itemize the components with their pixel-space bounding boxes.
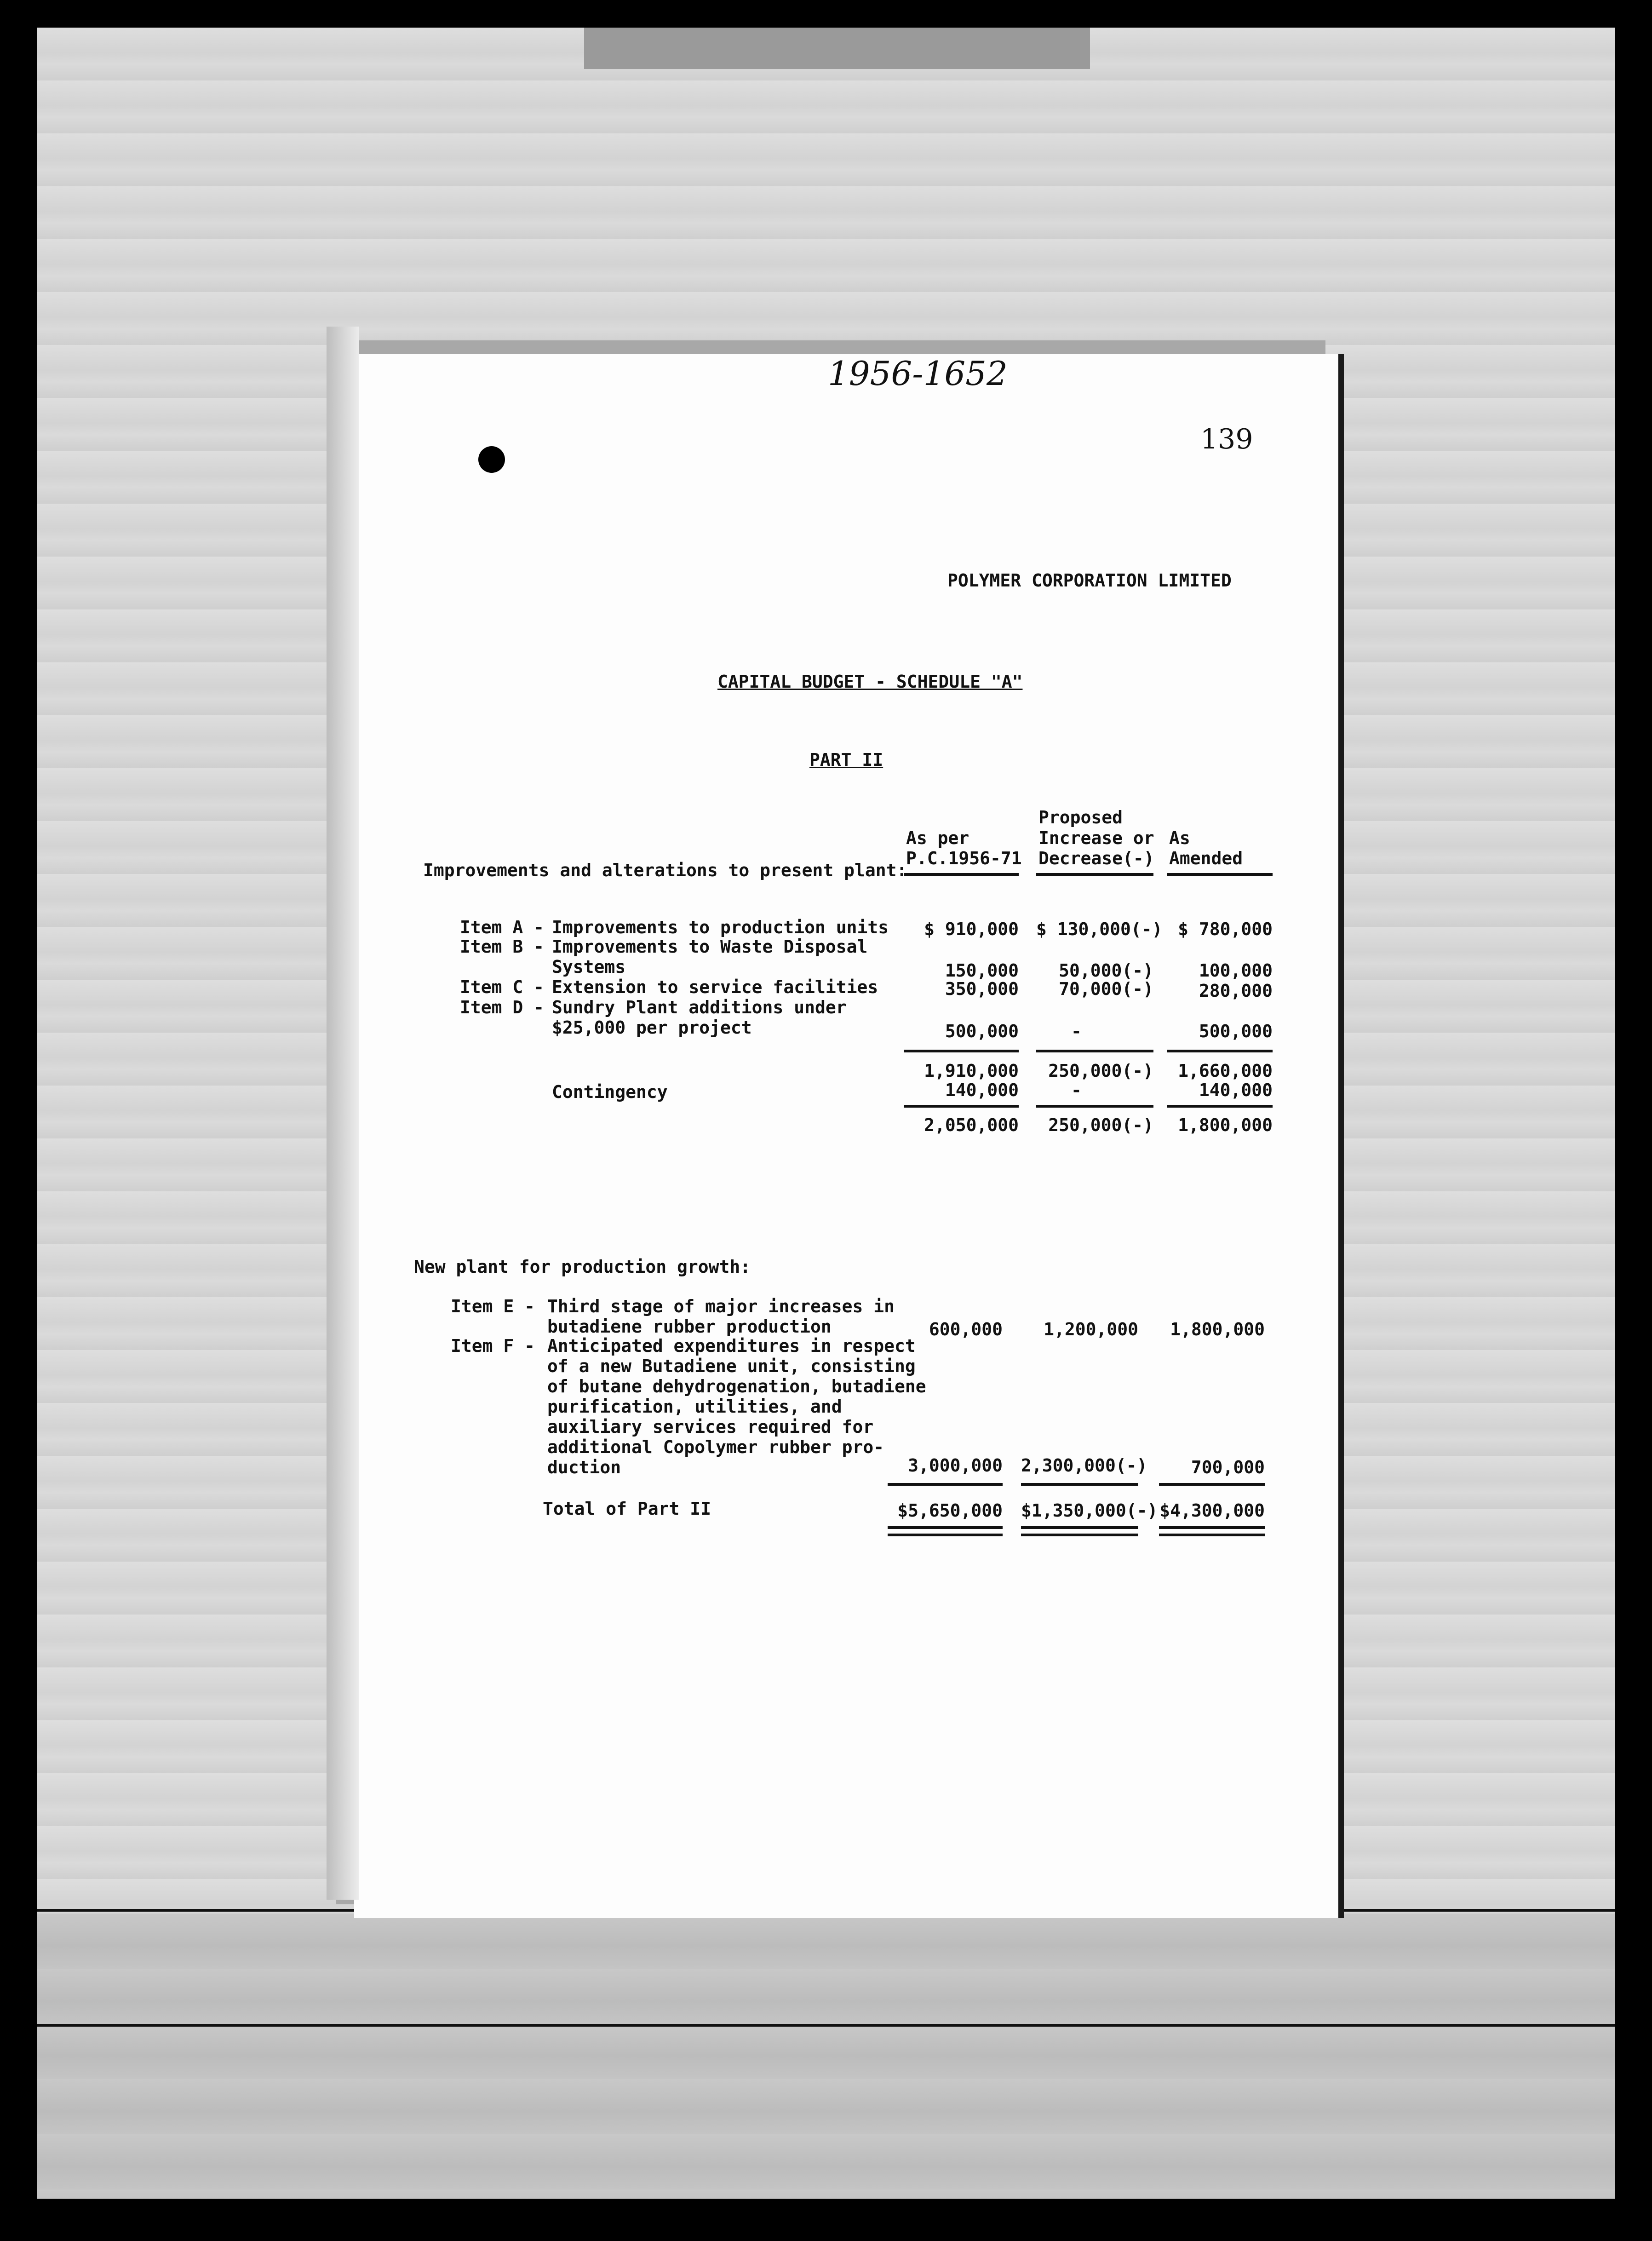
item-c-change: 70,000(-) [1059,979,1153,999]
part-total-change: $1,350,000(-) [1021,1500,1158,1521]
double-rule [888,1526,1003,1529]
part-total-label: Total of Part II [543,1499,711,1519]
item-d-text: $25,000 per project [552,1017,752,1038]
section1-total-amended: 1,800,000 [1178,1115,1273,1135]
item-e-as-per: 600,000 [929,1319,1003,1339]
item-f-text: purification, utilities, and [547,1396,842,1417]
contingency-as-per: 140,000 [945,1080,1019,1100]
item-c-text: Extension to service facilities [552,977,878,997]
subtotal-amended: 1,660,000 [1178,1061,1273,1081]
item-a-as-per: $ 910,000 [924,919,1019,939]
item-e-text: butadiene rubber production [547,1316,832,1337]
item-c-amended: 280,000 [1199,981,1273,1001]
col3-header-line: Amended [1169,848,1243,868]
col1-header-line: As per [906,828,969,848]
col1-header-line: P.C.1956-71 [906,848,1022,868]
section1-heading: Improvements and alterations to present plant: [423,860,907,880]
contingency-amended: 140,000 [1199,1080,1273,1100]
page-number: 139 [1200,423,1253,455]
scan-lower-area [37,1913,1615,2199]
col1-header-rule [904,873,1019,876]
item-c-label: Item C - [460,977,545,997]
col3-header-rule [1167,873,1273,876]
item-d-label: Item D - [460,997,545,1017]
col2-header-line: Proposed [1038,807,1123,827]
item-f-label: Item F - [451,1336,535,1356]
col3-header-line: As [1169,828,1190,848]
part-total-rule [888,1483,1003,1486]
part-heading: PART II [809,750,883,770]
item-d-amended: 500,000 [1199,1021,1273,1041]
subtotal-as-per: 1,910,000 [924,1061,1019,1081]
section1-total-change: 250,000(-) [1048,1115,1153,1135]
col2-header-line: Decrease(-) [1038,848,1154,868]
part-total-amended: $4,300,000 [1159,1500,1265,1521]
item-a-text: Improvements to production units [552,917,889,937]
subtotal-rule [904,1050,1019,1052]
scan-rule [37,2024,1615,2027]
section1-total-rule [1167,1105,1273,1108]
contingency-label: Contingency [552,1082,668,1102]
item-c-as-per: 350,000 [945,979,1019,999]
double-rule [888,1534,1003,1536]
document-title: CAPITAL BUDGET - SCHEDULE "A" [717,672,1023,692]
document-page [354,354,1344,1918]
double-rule [1159,1526,1265,1529]
item-b-text: Improvements to Waste Disposal [552,937,868,957]
handwritten-reference: 1956-1652 [828,354,1008,393]
item-d-as-per: 500,000 [945,1021,1019,1041]
subtotal-change: 250,000(-) [1048,1061,1153,1081]
double-rule [1159,1534,1265,1536]
item-a-label: Item A - [460,917,545,937]
item-a-change: $ 130,000(-) [1036,919,1163,939]
col2-header-line: Increase or [1038,828,1154,848]
item-f-text: of a new Butadiene unit, consisting [547,1356,916,1376]
item-e-change: 1,200,000 [1044,1319,1138,1339]
item-b-label: Item B - [460,937,545,957]
company-name: POLYMER CORPORATION LIMITED [947,570,1232,591]
double-rule [1021,1534,1138,1536]
item-a-amended: $ 780,000 [1178,919,1273,939]
item-d-change: - [1071,1021,1082,1041]
col2-header-rule [1036,873,1153,876]
contingency-change: - [1071,1080,1082,1100]
item-f-change: 2,300,000(-) [1021,1455,1147,1476]
item-f-text: auxiliary services required for [547,1417,874,1437]
part-total-rule [1021,1483,1138,1486]
punch-hole [478,446,505,473]
item-e-text: Third stage of major increases in [547,1296,895,1316]
item-f-amended: 700,000 [1191,1457,1265,1477]
item-b-as-per: 150,000 [945,960,1019,981]
item-b-change: 50,000(-) [1059,960,1153,981]
part-total-as-per: $5,650,000 [897,1500,1003,1521]
double-rule [1021,1526,1138,1529]
section2-heading: New plant for production growth: [414,1257,751,1277]
item-e-amended: 1,800,000 [1170,1319,1265,1339]
item-f-as-per: 3,000,000 [908,1455,1003,1476]
section1-total-as-per: 2,050,000 [924,1115,1019,1135]
item-f-text: Anticipated expenditures in respect [547,1336,916,1356]
section1-total-rule [1036,1105,1153,1108]
subtotal-rule [1036,1050,1153,1052]
item-f-text: additional Copolymer rubber pro- [547,1437,884,1457]
item-d-text: Sundry Plant additions under [552,997,847,1017]
item-f-text: duction [547,1457,621,1477]
subtotal-rule [1167,1050,1273,1052]
item-e-label: Item E - [451,1296,535,1316]
item-b-amended: 100,000 [1199,960,1273,981]
item-f-text: of butane dehydrogenation, butadiene [547,1376,926,1396]
scan-top-band [584,28,1090,69]
part-total-rule [1159,1483,1265,1486]
item-b-text: Systems [552,957,626,977]
section1-total-rule [904,1105,1019,1108]
